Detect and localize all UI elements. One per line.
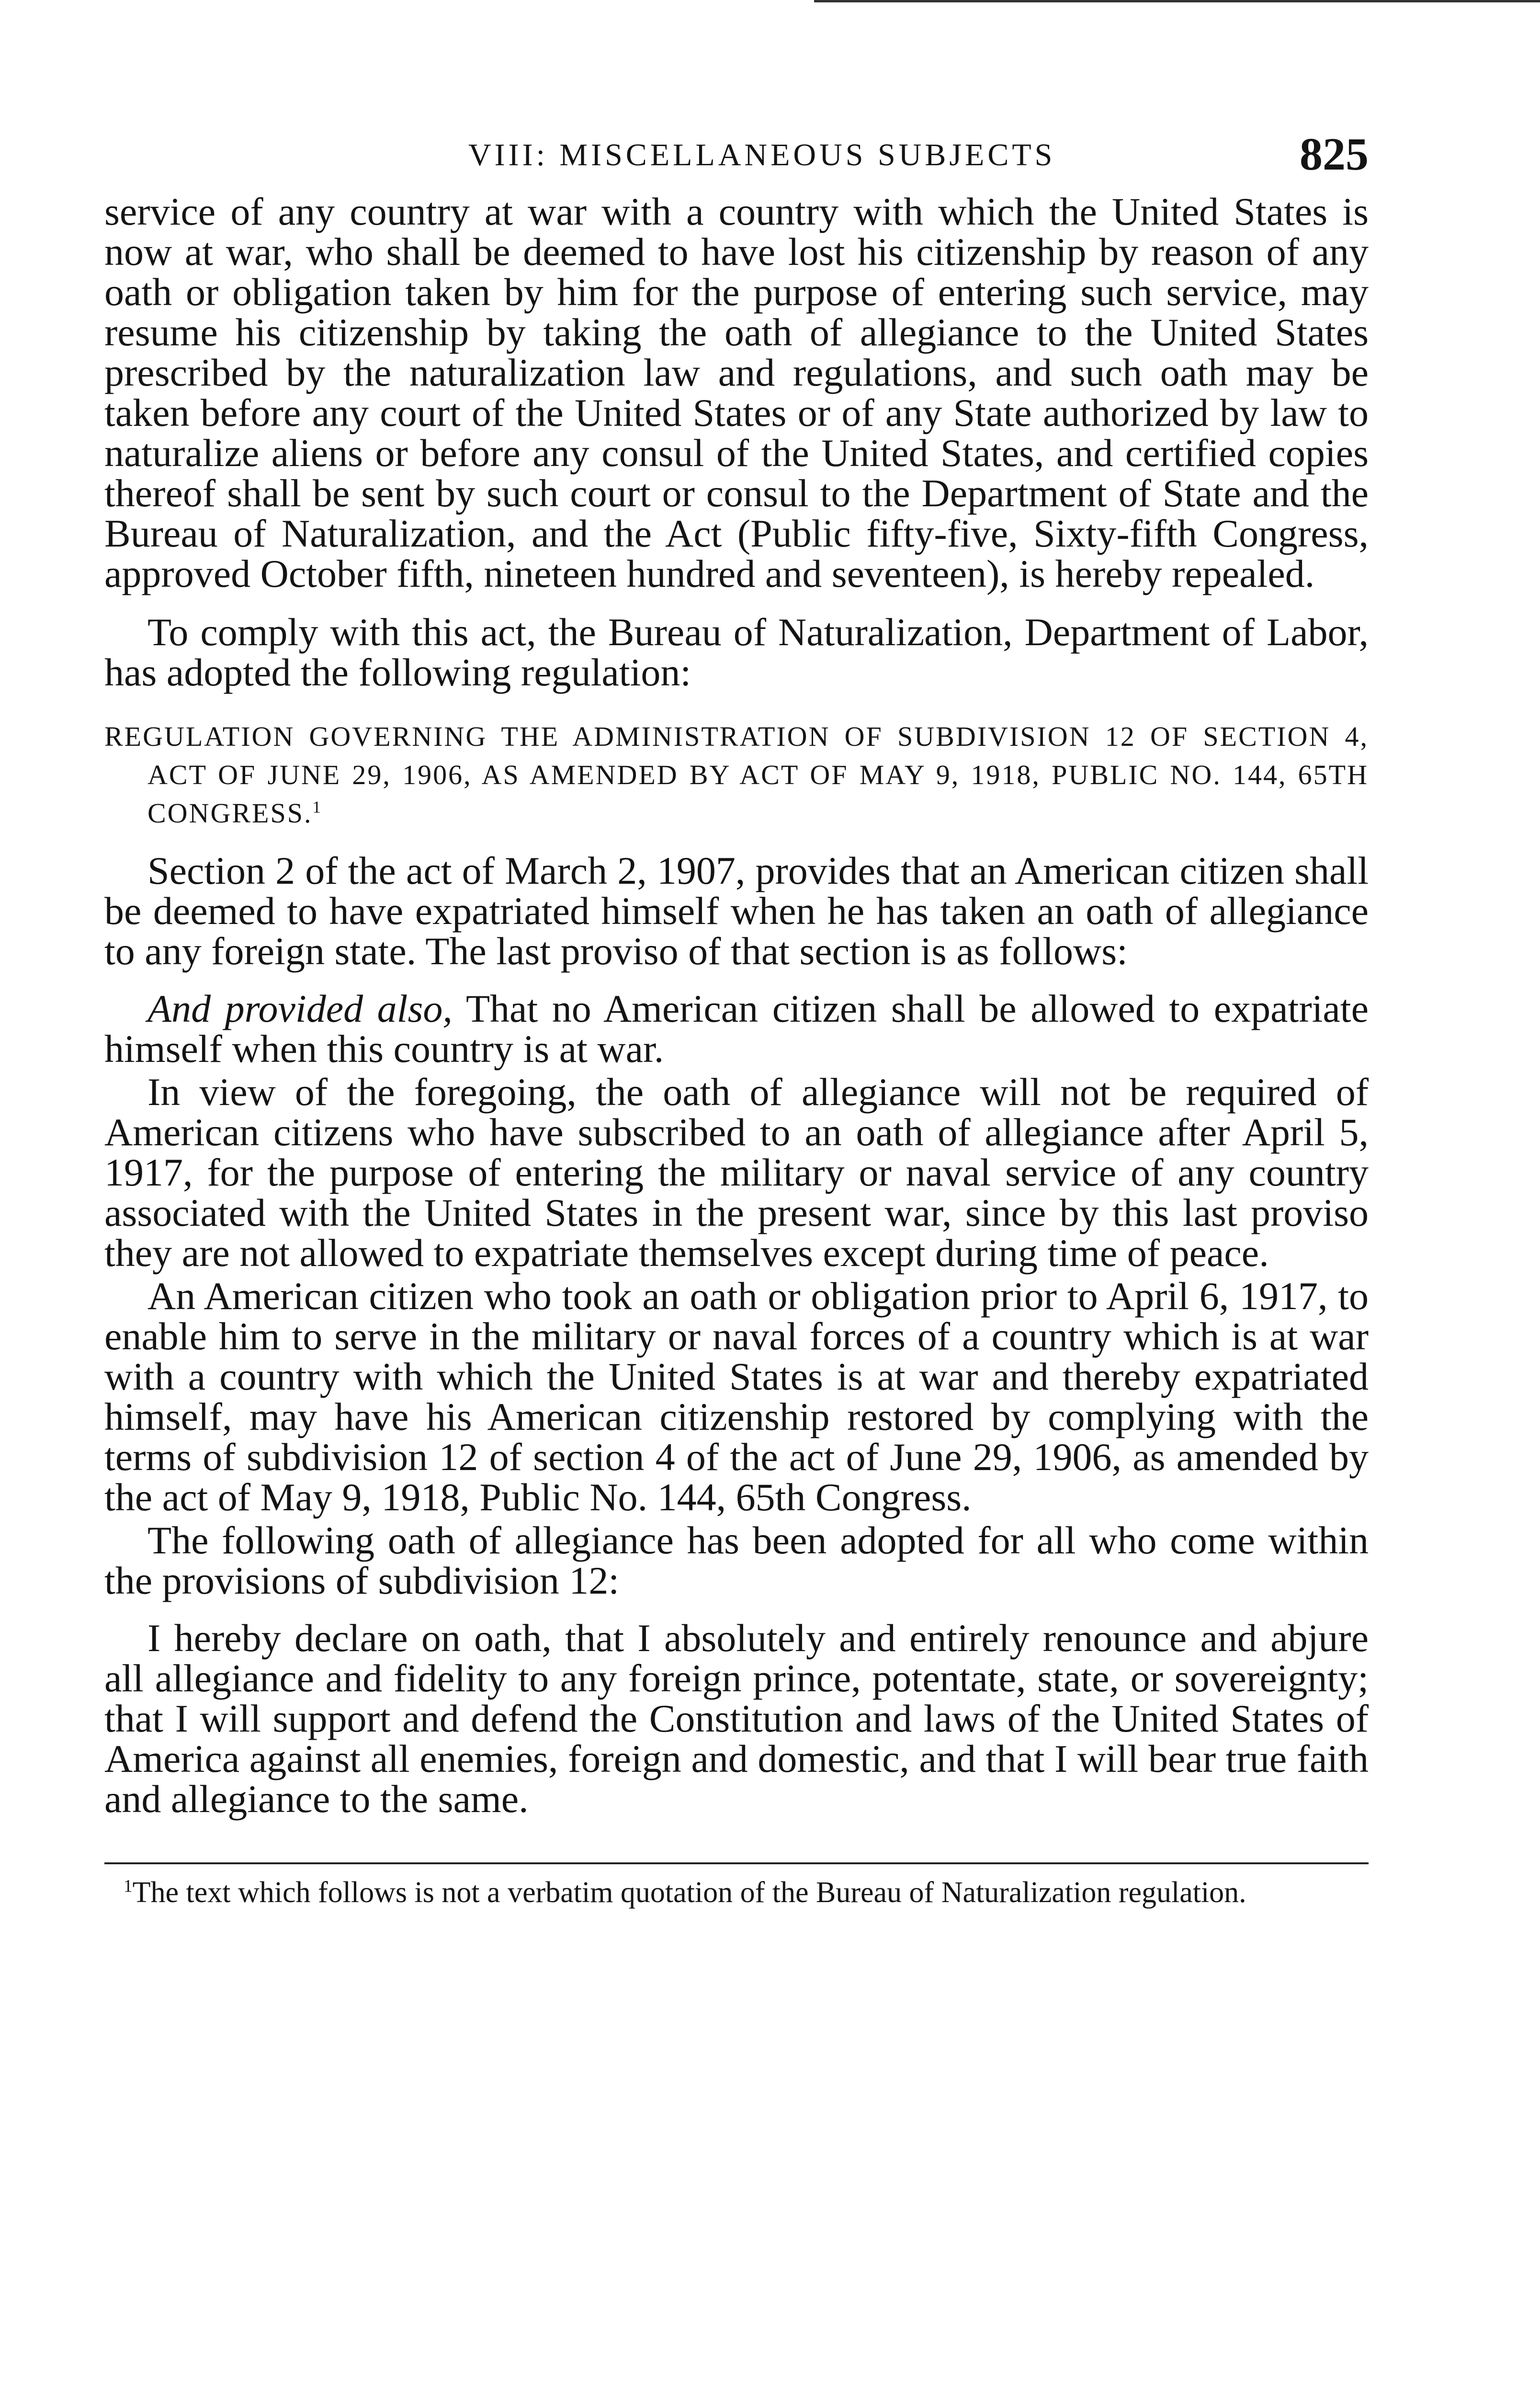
- footnote-text: The text which follows is not a verbatim quotation of the Bureau of Naturalization regulation.: [132, 1876, 1246, 1909]
- footnote: [104, 1877, 1369, 1908]
- footnote-mark: 1: [124, 1876, 133, 1896]
- footnote-reference: 1: [312, 798, 322, 817]
- paragraph-section-2: Section 2 of the act of March 2, 1907, provides that an American citizen shall be deemed to have expatriated himself when he has taken an oath of allegiance to any foreign state. The last proviso of that section is as follows:: [104, 849, 1369, 973]
- paragraph-american-citizen: An American citizen who took an oath or obligation prior to April 6, 1917, to enable him to serve in the military or naval forces of a country which is at war with a country with which the United States is at war and thereby expatriated himself, may have his American citizenship restored by complying with the terms of subdivision 12 of section 4 of the act of June 29, 1906, as amended by the act of May 9, 1918, Public No. 144, 65th Congress.: [104, 1274, 1369, 1519]
- paragraph-in-view: In view of the foregoing, the oath of allegiance will not be required of American citizens who have subscribed to an oath of allegiance after April 5, 1917, for the purpose of entering the military or naval service of any country associated with the United States in the present war, since by this last proviso they are not allowed to expatriate themselves except during time of peace.: [104, 1070, 1369, 1275]
- paragraph-oath-adopted: The following oath of allegiance has been adopted for all who come within the provisions of subdivision 12:: [104, 1518, 1369, 1602]
- regulation-heading-text: REGULATION GOVERNING THE ADMINISTRATION OF SUBDIVISION 12 OF SECTION 4, ACT OF JUNE 29, 1906, AS AMENDED BY ACT OF MAY 9, 1918, PUBLIC NO. 144, 65TH CONGRESS.: [104, 721, 1369, 829]
- paragraph-continued: service of any country at war with a country with which the United States is now at war, who shall be deemed to have lost his citizenship by reason of any oath or obligation taken by him for the purpose of entering such service, may resume his citizenship by taking the oath of allegiance to the United States prescribed by the naturalization law and regulations, and such oath may be taken before any court of the United States or of any State authorized by law to naturalize aliens or before any consul of the United States, and certified copies thereof shall be sent by such court or consul to the Department of State and the Bureau of Naturalization, and the Act (Public fifty-five, Sixty-fifth Congress, approved October fifth, nineteen hundred and seventeen), is hereby repealed.: [104, 190, 1369, 595]
- paragraph-bureau-regulation: To comply with this act, the Bureau of Naturalization, Department of Labor, has adopted the following regulation:: [104, 610, 1369, 694]
- footnote-divider: [104, 1862, 1369, 1864]
- proviso-quote-italic: And provided also,: [147, 987, 453, 1030]
- top-edge-rule: [814, 0, 1540, 2]
- document-page: [104, 120, 1369, 1908]
- proviso-quote-text: That no American citizen shall be allowed to expatriate himself when this country is at war.: [104, 987, 1369, 1071]
- proviso-quote: [104, 989, 1369, 1069]
- page-number: 825: [1300, 128, 1369, 180]
- running-title: VIII: MISCELLANEOUS SUBJECTS: [468, 137, 1056, 172]
- oath-of-allegiance: I hereby declare on oath, that I absolutely and entirely renounce and abjure all allegiance and fidelity to any foreign prince, potentate, state, or sovereignty; that I will support and defend the Constitution and laws of the United States of America against all enemies, foreign and domestic, and that I will bear true faith and allegiance to the same.: [104, 1616, 1369, 1821]
- running-head: [104, 120, 1369, 192]
- regulation-heading: [104, 718, 1369, 833]
